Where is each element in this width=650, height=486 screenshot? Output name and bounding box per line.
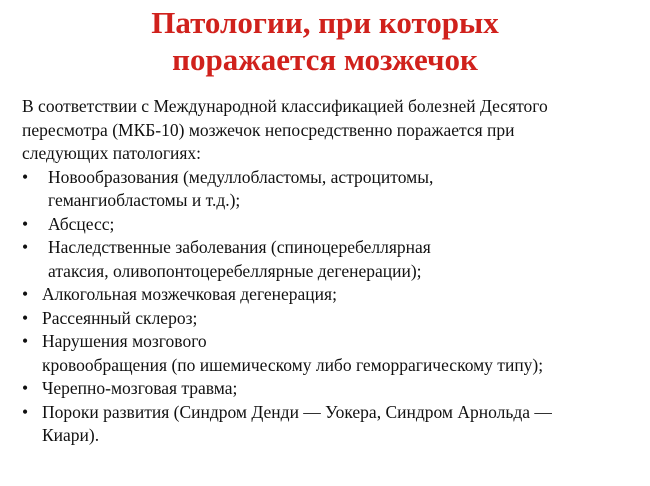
list-item [22,401,638,448]
bullet-icon: • [22,307,29,328]
list-item [22,213,638,237]
list-item-text: кровообращения (по ишемическому либо геморрагическому типу); [42,354,544,375]
intro-line-2: пересмотра (МКБ-10) мозжечок непосредственно поражается при [22,119,515,140]
list-item-text: Новообразования (медуллобластомы, астроцитомы, [48,166,434,187]
list-item [22,166,638,213]
list-item [22,236,638,283]
list-item-text: Пороки развития (Синдром Денди — Уокера, Синдром Арнольда — [42,401,552,422]
bullet-icon: • [22,237,29,257]
slide-title [0,4,650,78]
list-item-text: гемангиобластомы и т.д.); [48,190,241,210]
title-line-2: поражается мозжечок [172,42,478,77]
bullet-icon: • [22,213,29,234]
list-item-text: атаксия, оливопонтоцеребеллярные дегенерации); [48,260,422,281]
list-item [22,330,638,377]
list-item-text: Рассеянный склероз; [42,307,198,328]
intro-line-1: В соответствии с Международной классификацией болезней Десятого [22,96,548,116]
list-item-text: Абсцесс; [48,213,115,234]
list-item-text: Черепно-мозговая травма; [42,378,238,398]
list-item-text: Алкогольная мозжечковая дегенерация; [42,284,337,304]
bullet-icon: • [22,378,29,398]
slide-body [22,95,638,448]
title-line-1: Патологии, при которых [151,5,499,40]
intro-line-3: следующих патологиях: [22,143,202,163]
list-item-text: Нарушения мозгового [42,331,207,351]
bullet-icon: • [22,166,29,187]
intro-paragraph [22,95,638,166]
bullet-icon: • [22,331,29,351]
list-item [22,377,638,401]
list-item-text: Киари). [42,425,100,445]
list-item [22,283,638,307]
bullet-icon: • [22,284,29,304]
pathology-list [22,166,638,448]
list-item-text: Наследственные заболевания (спиноцеребеллярная [48,237,431,257]
list-item [22,307,638,331]
bullet-icon: • [22,401,29,422]
